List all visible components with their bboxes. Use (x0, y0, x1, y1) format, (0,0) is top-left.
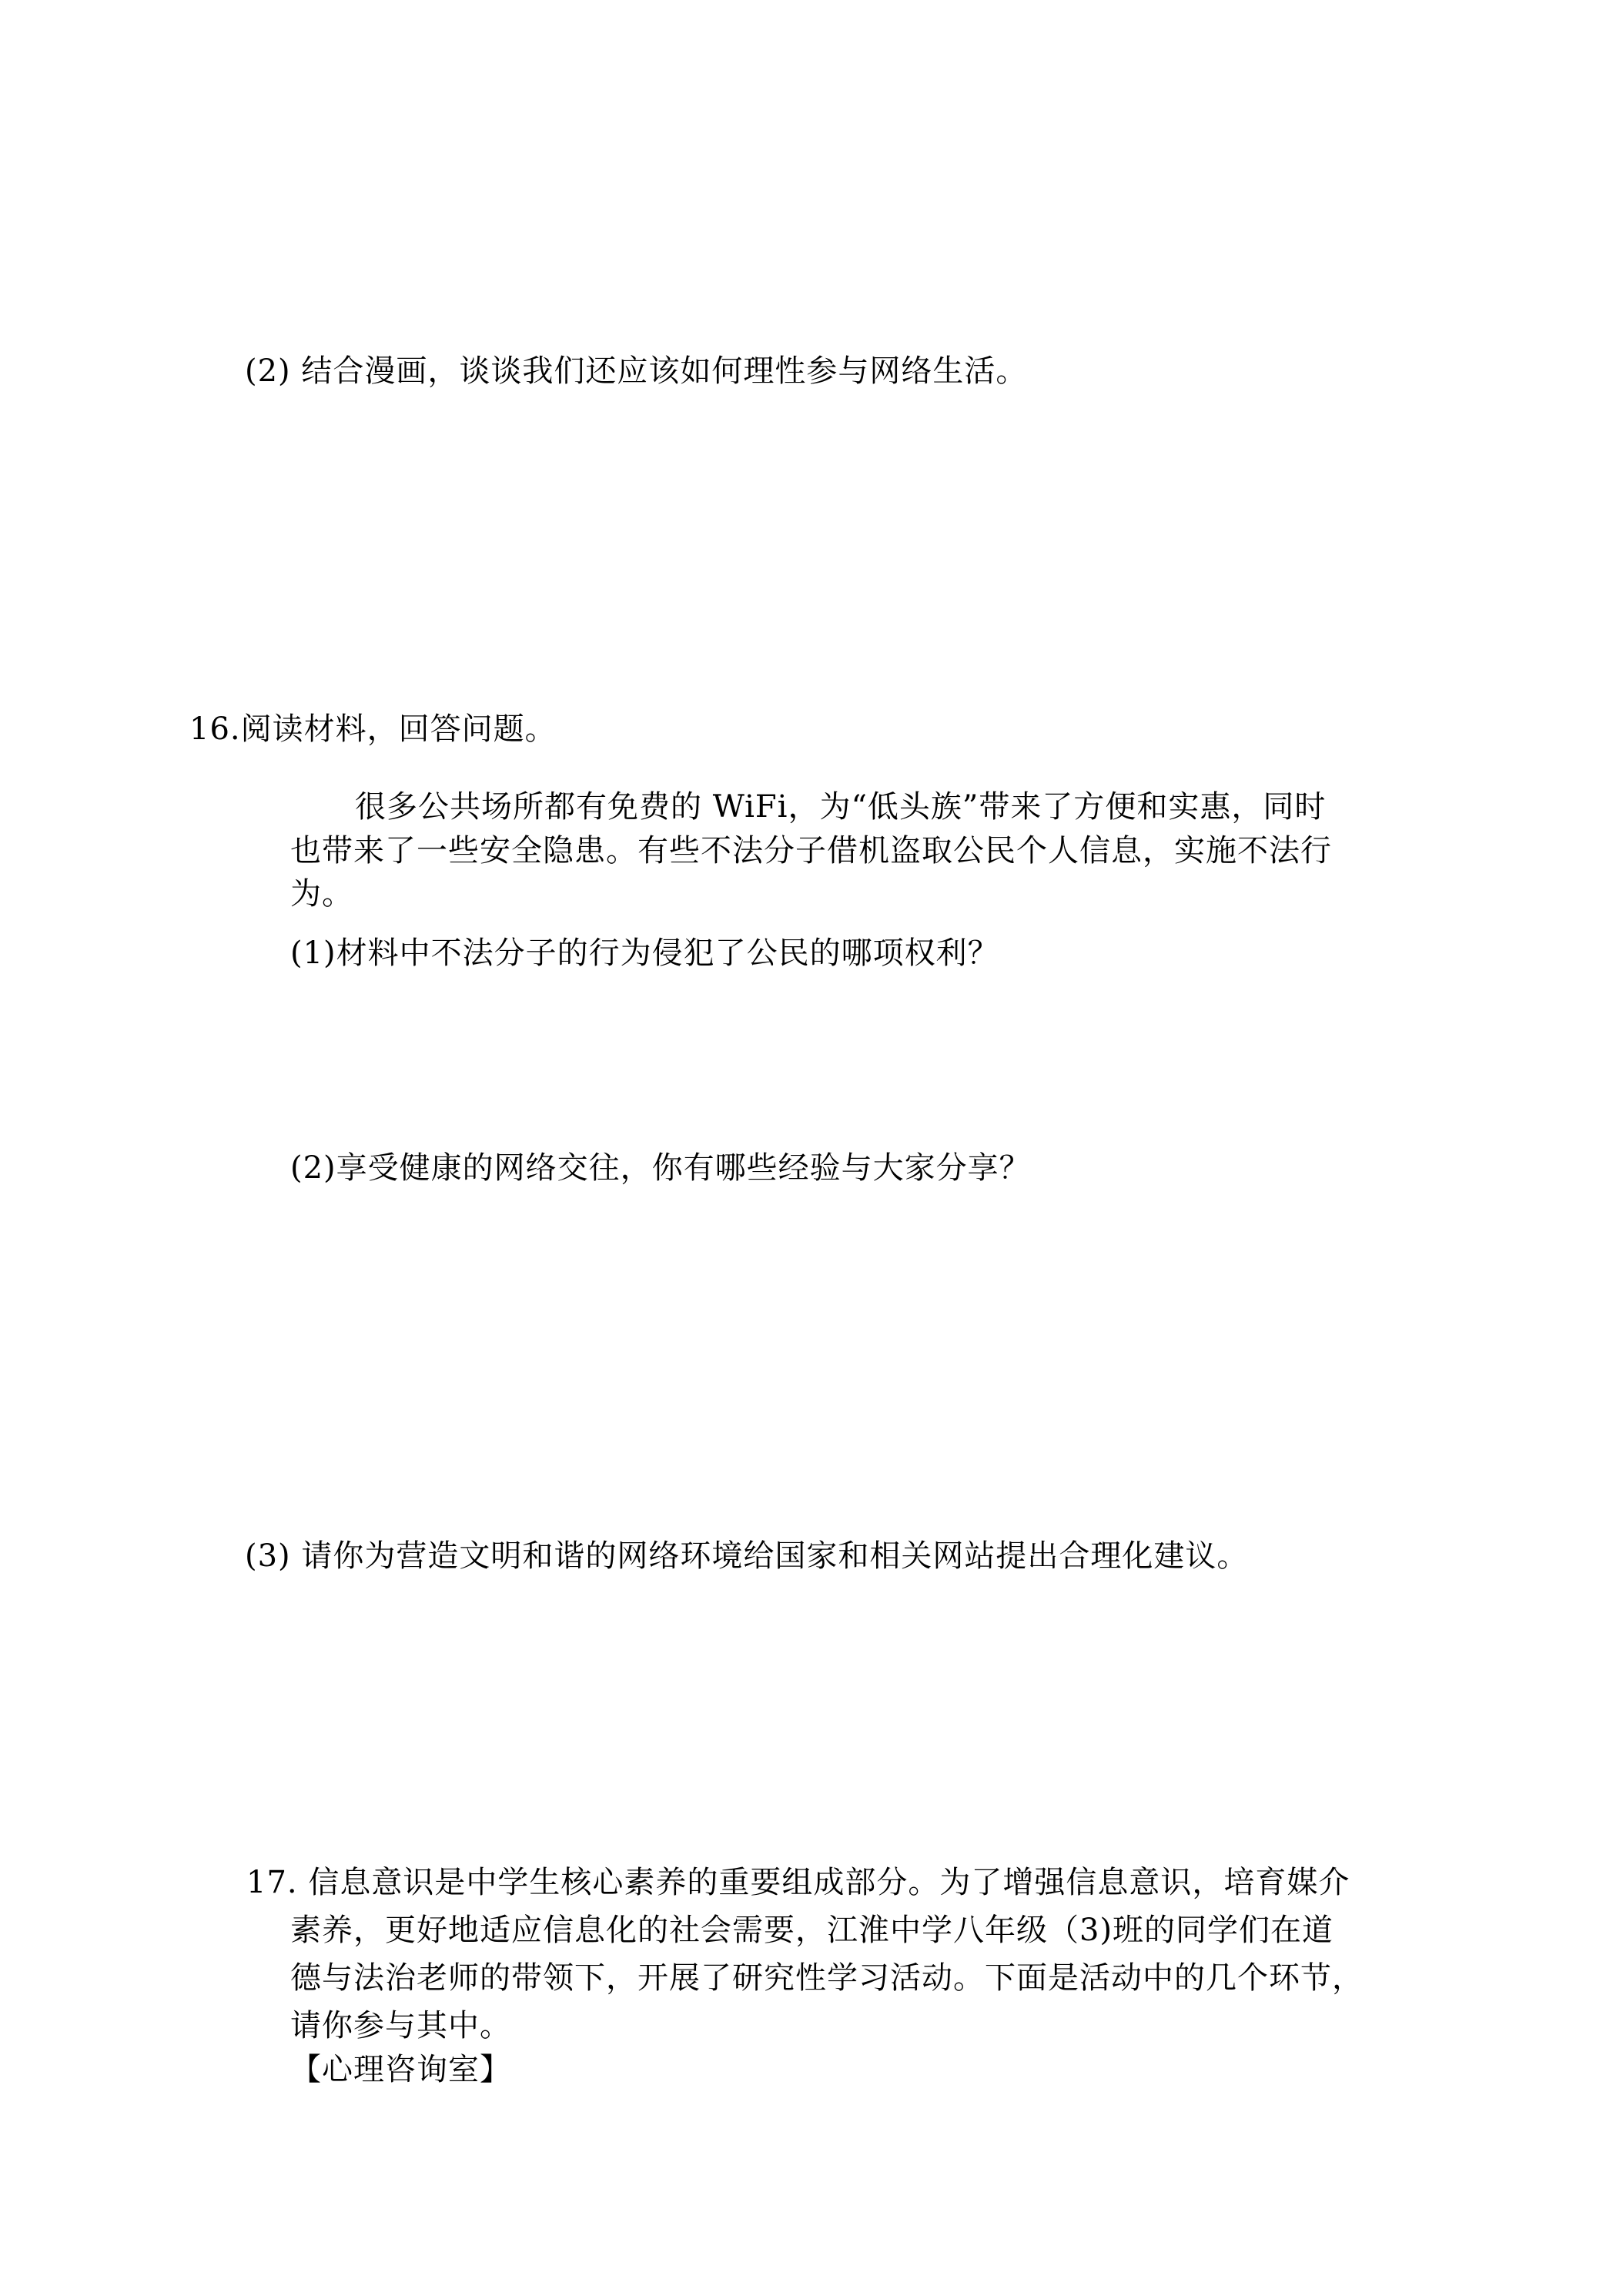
material-line: 很多公共场所都有免费的 WiFi，为“低头族”带来了方便和实惠，同时 (355, 789, 1327, 825)
question-16-part-3: (3) 请你为营造文明和谐的网络环境给国家和相关网站提出合理化建议。 (245, 1538, 1249, 1574)
material-line: 也带来了一些安全隐患。有些不法分子借机盗取公民个人信息，实施不法行 (290, 833, 1332, 869)
question-16-part-1: (1)材料中不法分子的行为侵犯了公民的哪项权利？ (290, 935, 999, 971)
question-16-stem: 16.阅读材料，回答问题。 (189, 711, 557, 747)
stem-line: 素养，更好地适应信息化的社会需要，江淮中学八年级（3)班的同学们在道 (290, 1913, 1334, 1948)
stem-line: 德与法治老师的带领下，开展了研究性学习活动。下面是活动中的几个环节， (290, 1960, 1364, 1996)
material-line: 为。 (290, 876, 353, 912)
stem-line: 17. 信息意识是中学生核心素养的重要组成部分。为了增强信息意识，培育媒介 (246, 1865, 1350, 1900)
question-15-part-2: (2) 结合漫画，谈谈我们还应该如何理性参与网络生活。 (245, 353, 1028, 389)
question-16-part-2: (2)享受健康的网络交往，你有哪些经验与大家分享？ (290, 1150, 1031, 1186)
section-heading-counseling-room: 【心理咨询室】 (290, 2052, 511, 2087)
stem-line: 请你参与其中。 (290, 2008, 511, 2043)
